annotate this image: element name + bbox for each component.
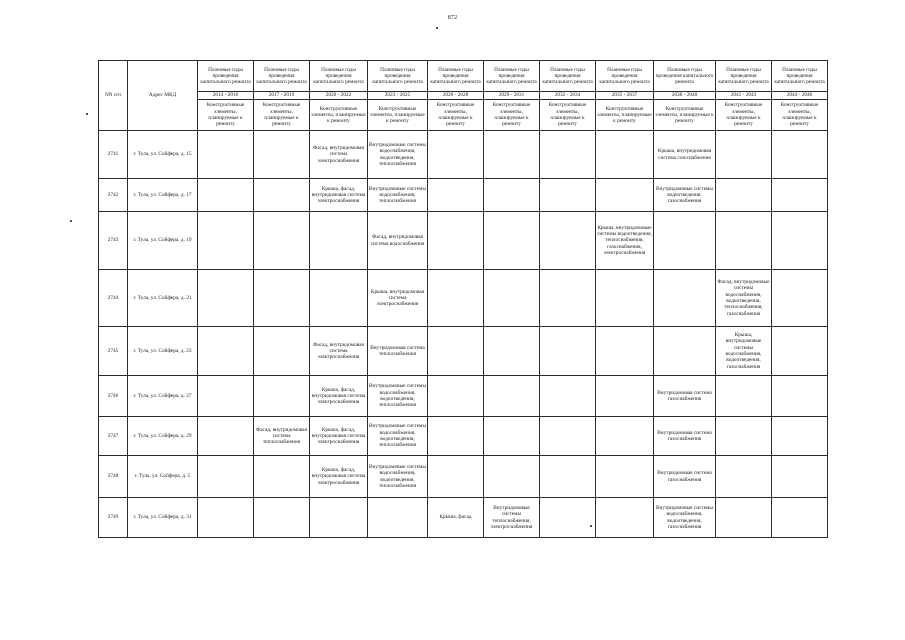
repair-cell: Крыша, внутридомовые системы водоснабжения, водоотведения, газоснабжения <box>716 327 772 376</box>
repair-cell: Фасад, внутридомовая система электроснабжения <box>310 131 368 179</box>
header-elements: Конструктивные элементы, планируемые к ремонту <box>368 100 428 131</box>
repair-cell <box>596 456 654 498</box>
header-planned: Плановые годы проведения капитального ремонта <box>484 61 540 92</box>
repair-cell <box>198 417 254 456</box>
scan-speck <box>86 113 88 115</box>
repair-cell <box>428 179 484 212</box>
row-address: г. Тула, ул. Сойфера, д. 17 <box>128 179 198 212</box>
repair-cell <box>772 498 828 538</box>
repair-cell <box>484 376 540 417</box>
repair-cell <box>484 131 540 179</box>
repair-cell <box>716 212 772 270</box>
table-row <box>99 212 828 270</box>
repair-cell <box>772 376 828 417</box>
repair-cell: Внутридомовые системы водоснабжения, водоотведения, теплоснабжения <box>368 456 428 498</box>
repair-cell <box>198 131 254 179</box>
header-planned: Плановые годы проведения капитального ремонта <box>428 61 484 92</box>
repair-cell <box>198 376 254 417</box>
repair-cell: Фасад, внутридомовая система теплоснабжения <box>254 417 310 456</box>
repair-cell <box>484 179 540 212</box>
table-row <box>99 327 828 376</box>
repair-cell <box>654 327 716 376</box>
header-row-elements <box>99 100 828 131</box>
repair-cell <box>198 498 254 538</box>
page-number: 872 <box>447 15 458 21</box>
header-planned: Плановые годы проведения капитального ремонта <box>772 61 828 92</box>
repair-cell <box>254 131 310 179</box>
repair-cell <box>716 498 772 538</box>
repair-cell <box>254 270 310 327</box>
repair-cell <box>596 327 654 376</box>
repair-cell <box>428 376 484 417</box>
row-number: 2744 <box>99 270 128 327</box>
repair-cell <box>540 212 596 270</box>
repair-cell: Внутридомовые системы водоснабжения, водоотведения, теплоснабжения <box>368 376 428 417</box>
repair-cell <box>428 270 484 327</box>
row-address: г. Тула, ул. Сойфера, д. 19 <box>128 212 198 270</box>
repair-cell: Фасад, внутридомовая система электроснабжения <box>310 327 368 376</box>
repair-cell <box>198 327 254 376</box>
repair-cell: Внутридомовые системы водоснабжения, теплоснабжения <box>368 179 428 212</box>
repair-cell: Крыша, фасад, внутридомовая система электроснабжения <box>310 376 368 417</box>
row-address: г. Тула, ул. Сойфера, д. 27 <box>128 376 198 417</box>
row-number: 2745 <box>99 327 128 376</box>
repair-cell <box>484 212 540 270</box>
header-planned: Плановые годы проведения капитального ремонта <box>310 61 368 92</box>
row-address: г. Тула, ул. Сойфера, д. 21 <box>128 270 198 327</box>
repair-cell: Внутридомовые системы водоотведения, газоснабжения <box>654 179 716 212</box>
repair-cell <box>484 456 540 498</box>
header-planned: Плановые годы проведения капитального ремонта <box>654 61 716 92</box>
header-period: 2017 - 2019 <box>254 92 310 100</box>
scan-speck <box>70 220 72 222</box>
repair-cell <box>540 498 596 538</box>
header-elements: Конструктивные элементы, планируемые к ремонту <box>716 100 772 131</box>
repair-cell: Внутридомовая система газоснабжения <box>654 417 716 456</box>
scan-speck <box>436 27 438 29</box>
repair-cell <box>540 270 596 327</box>
repair-cell <box>654 212 716 270</box>
repair-cell: Внутридомовая система теплоснабжения <box>368 327 428 376</box>
header-period: 2023 - 2025 <box>368 92 428 100</box>
table-row <box>99 131 828 179</box>
repair-cell <box>484 417 540 456</box>
row-address: г. Тула, ул. Сойфера, д. 5 <box>128 456 198 498</box>
header-elements: Конструктивные элементы, планируемые к ремонту <box>310 100 368 131</box>
table-row <box>99 179 828 212</box>
repair-schedule-table <box>98 60 828 538</box>
repair-cell <box>368 498 428 538</box>
table-row <box>99 270 828 327</box>
repair-cell <box>254 376 310 417</box>
repair-cell <box>772 456 828 498</box>
header-planned: Плановые годы проведения капитального ремонта <box>198 61 254 92</box>
repair-cell <box>596 270 654 327</box>
row-address: г. Тула, ул. Сойфера, д. 23 <box>128 327 198 376</box>
header-row-periods <box>99 92 828 100</box>
header-elements: Конструктивные элементы, планируемые к ремонту <box>654 100 716 131</box>
repair-cell <box>540 376 596 417</box>
header-planned: Плановые годы проведения капитального ремонта <box>254 61 310 92</box>
header-elements: Конструктивные элементы, планируемые к ремонту <box>772 100 828 131</box>
header-elements: Конструктивные элементы, планируемые к ремонту <box>428 100 484 131</box>
repair-cell <box>198 456 254 498</box>
repair-cell <box>428 212 484 270</box>
header-period: 2026 - 2028 <box>428 92 484 100</box>
header-period: 2035 - 2037 <box>596 92 654 100</box>
repair-cell <box>540 327 596 376</box>
repair-cell: Внутридомовые системы водоснабжения, водоотведения, теплоснабжения <box>368 417 428 456</box>
repair-cell <box>428 417 484 456</box>
repair-cell: Крыша, фасад, внутридомовая система электроснабжения <box>310 417 368 456</box>
repair-cell: Фасад, внутридомовая система водоснабжения <box>368 212 428 270</box>
repair-cell <box>428 456 484 498</box>
repair-cell: Внутридомовые системы теплоснабжения, электроснабжения <box>484 498 540 538</box>
row-address: г. Тула, ул. Сойфера, д. 31 <box>128 498 198 538</box>
table-row <box>99 498 828 538</box>
header-planned: Плановые годы проведения капитального ремонта <box>368 61 428 92</box>
repair-cell <box>540 179 596 212</box>
repair-cell <box>254 212 310 270</box>
repair-cell <box>716 456 772 498</box>
repair-cell <box>484 270 540 327</box>
header-row-planned <box>99 61 828 92</box>
repair-cell <box>310 212 368 270</box>
repair-cell: Внутридомовые системы водоснабжения, водоотведения, теплоснабжения <box>368 131 428 179</box>
row-number: 2741 <box>99 131 128 179</box>
table-row <box>99 456 828 498</box>
repair-cell <box>716 179 772 212</box>
row-number: 2746 <box>99 376 128 417</box>
row-number: 2743 <box>99 212 128 270</box>
repair-cell <box>596 498 654 538</box>
repair-cell: Внутридомовая система газоснабжения <box>654 456 716 498</box>
header-period: 2044 - 2046 <box>772 92 828 100</box>
repair-cell: Крыша, внутридомовая система газоснабжения <box>654 131 716 179</box>
header-elements: Конструктивные элементы, планируемые к ремонту <box>484 100 540 131</box>
repair-cell <box>716 417 772 456</box>
repair-cell <box>716 376 772 417</box>
repair-cell <box>428 327 484 376</box>
repair-cell: Крыша, фасад <box>428 498 484 538</box>
repair-cell <box>254 327 310 376</box>
repair-cell: Крыша, фасад, внутридомовая система электроснабжения <box>310 456 368 498</box>
repair-cell: Внутридомовые системы водоснабжения, водоотведения, газоснабжения <box>654 498 716 538</box>
repair-cell <box>772 270 828 327</box>
repair-cell: Внутридомовая система газоснабжения <box>654 376 716 417</box>
header-planned: Плановые годы проведения капитального ремонта <box>596 61 654 92</box>
repair-cell <box>540 456 596 498</box>
header-period: 2029 - 2031 <box>484 92 540 100</box>
repair-cell <box>596 131 654 179</box>
header-period: 2041 - 2043 <box>716 92 772 100</box>
repair-cell <box>254 498 310 538</box>
table-row <box>99 376 828 417</box>
row-address: г. Тула, ул. Сойфера, д. 15 <box>128 131 198 179</box>
repair-cell <box>596 376 654 417</box>
repair-cell <box>198 179 254 212</box>
repair-cell <box>540 417 596 456</box>
repair-cell <box>540 131 596 179</box>
repair-cell <box>254 456 310 498</box>
repair-cell <box>198 212 254 270</box>
row-number: 2749 <box>99 498 128 538</box>
table-row <box>99 417 828 456</box>
header-period: 2020 - 2022 <box>310 92 368 100</box>
repair-cell: Фасад, внутридомовые системы водоснабжения, водоотведения, теплоснабжения, газоснабжения <box>716 270 772 327</box>
header-elements: Конструктивные элементы, планируемые к ремонту <box>254 100 310 131</box>
repair-cell <box>254 179 310 212</box>
repair-cell <box>654 270 716 327</box>
repair-cell <box>596 179 654 212</box>
repair-cell <box>772 417 828 456</box>
repair-cell <box>772 212 828 270</box>
header-elements: Конструктивные элементы, планируемые к ремонту <box>198 100 254 131</box>
row-number: 2747 <box>99 417 128 456</box>
header-period: 2032 - 2034 <box>540 92 596 100</box>
header-planned: Плановые годы проведения капитального ремонта <box>540 61 596 92</box>
repair-cell <box>772 131 828 179</box>
repair-cell: Крыша, внутридомовые системы водоотведения, теплоснабжения, газоснабжения, электроснабжения <box>596 212 654 270</box>
header-period: 2038 - 2040 <box>654 92 716 100</box>
row-address: г. Тула, ул. Сойфера, д. 29 <box>128 417 198 456</box>
header-period: 2014 - 2016 <box>198 92 254 100</box>
header-num: NN п/п <box>99 61 128 131</box>
repair-cell <box>310 270 368 327</box>
repair-cell <box>310 498 368 538</box>
header-elements: Конструктивные элементы, планируемые к ремонту <box>596 100 654 131</box>
row-number: 2748 <box>99 456 128 498</box>
repair-cell <box>716 131 772 179</box>
header-address: Адрес МКД <box>128 61 198 131</box>
repair-cell <box>428 131 484 179</box>
repair-cell <box>772 179 828 212</box>
repair-cell: Крыша, фасад, внутридомовая система электроснабжения <box>310 179 368 212</box>
repair-cell <box>596 417 654 456</box>
repair-cell <box>772 327 828 376</box>
repair-cell: Крыша, внутридомовая система электроснабжения <box>368 270 428 327</box>
repair-cell <box>198 270 254 327</box>
header-elements: Конструктивные элементы, планируемые к ремонту <box>540 100 596 131</box>
row-number: 2742 <box>99 179 128 212</box>
repair-cell <box>484 327 540 376</box>
header-planned: Плановые годы проведения капитального ремонта <box>716 61 772 92</box>
